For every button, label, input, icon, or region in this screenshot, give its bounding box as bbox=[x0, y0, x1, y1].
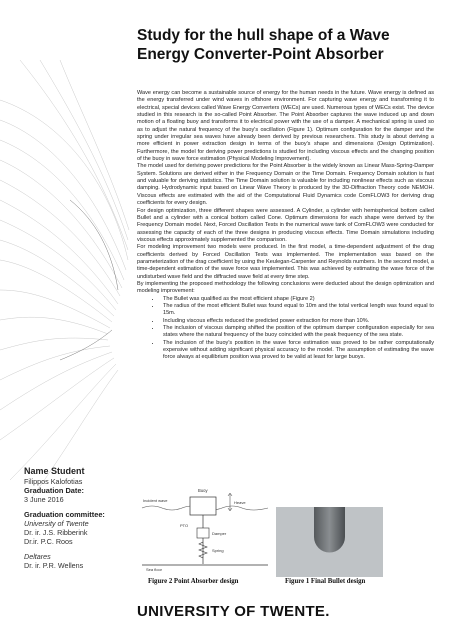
heave-arrow bbox=[228, 493, 232, 511]
university-logo-text: UNIVERSITY OF TWENTE. bbox=[137, 603, 330, 620]
poster-title bbox=[137, 26, 437, 64]
label-buoy: Buoy bbox=[198, 488, 208, 493]
student-info-sidebar bbox=[24, 466, 134, 570]
abstract-paragraph-2: The model used for deriving power predictions for the Point Absorber is the widely known as Linear Mass-Spring-Damper System. Solutions are derived either in the Frequency Domain or the Time Domain. Frequency Domain solution is fast and valuable for deriving statistics. The Time Domain solution is valuable for including nonlinear effects such as viscous damping. Hydrodynamic input based on Linear Wave Theory is produced by the 3D-Diffraction Theory code NEMOH. Viscous effects are estimated with the aid of the Computational Fluid Dynamics code ComFLOW3 for deriving drag coefficients for every design. bbox=[137, 163, 434, 207]
committee-member-3: Dr. ir. P.R. Wellens bbox=[24, 561, 84, 570]
graduation-date-heading: Graduation Date: bbox=[24, 486, 84, 495]
figure-1-caption: Figure 1 Final Bullet design bbox=[285, 578, 366, 585]
label-heave: Heave bbox=[234, 500, 246, 505]
title-line-1: Study for the hull shape of a Wave bbox=[137, 27, 390, 44]
graduation-date: 3 June 2016 bbox=[24, 495, 64, 504]
abstract-paragraph-5: By implementing the proposed methodology the following conclusions were deducted about the design optimization and modeling improvement: bbox=[137, 280, 434, 295]
label-spring: Spring bbox=[212, 548, 224, 553]
conclusion-item: • The inclusion of the buoy's position in the wave force estimation was proved to be rather computationally expensive without adding significant physical accuracy to the model. The assumption of estimating the wave force always at equilibrium position was proved to be valid at least for large buoys. bbox=[161, 340, 434, 362]
label-incident-wave: Incident wave bbox=[143, 498, 168, 503]
conclusion-item: • The Bullet was qualified as the most efficient shape (Figure 2) bbox=[161, 296, 434, 303]
abstract-paragraph-1: Wave energy can become a sustainable source of energy for the human needs in the future. Wave energy is defined as the energy transferred under wind waves in offshore environment. For capturing wave energy and transforming it to electrical, special devices called Wave Energy Converters (WECs) are used. Numerous types of WECs exist. The device studied in this research is the so-called Point Absorber. The Point Absorber captures the wave induced up and down motion of a floating buoy and transforms it to electrical power with the use of a damper. A mechanical spring is used so as to adjust the natural frequency of the buoy's oscillation (Figure 1). Optimum configuration for the damper and the spring under irregular sea waves have already been derived by previous researchers. This study is about deriving a more efficient in power extraction design in terms of the buoy's shape and dimensions (Design Optimization). Furthermore, the model for deriving power predictions is studied for including viscous effects and the changing position of the buoy in wave force estimation (Physical Modeling Improvement). bbox=[137, 90, 434, 163]
bullet-body bbox=[314, 507, 345, 553]
abstract-paragraph-3: For design optimization, three different shapes were assessed. A Cylinder, a cylinder with hemispherical bottom called Bullet and a cylinder with a conical bottom called Cone. Optimum dimensions for each shape were derived by the Frequency Domain model. Next, Forced Oscillation Tests in the numerical wave tank of ComFLOW3 were conducted for assessing the capacity of each of the three designs in producing viscous effects. Time Domain simulations including viscous effects approximately supplemented the comparison. bbox=[137, 207, 434, 243]
label-damper: Damper bbox=[212, 531, 227, 536]
conclusion-item: • The inclusion of viscous damping shifted the position of the optimum damper configuration especially for sea states where the natural frequency of the buoy coincided with the peak frequency of the sea state. bbox=[161, 325, 434, 340]
abstract-paragraph-4: For modeling improvement two models were produced. In the first model, a time-dependent adjustment of the drag coefficients derived by Forced Oscillation Tests was implemented. The implementation was based on the parameterization of the drag coefficient by using the Keulegan-Carpenter and Reynolds numbers. In the second model, a time-dependent estimation of the wave force was implemented. This was achieved by estimating the wave force of the undisturbed wave field and the diffracted wave field at every time step. bbox=[137, 244, 434, 280]
bullet-shape-graphic bbox=[276, 507, 383, 577]
damper-box bbox=[197, 528, 209, 538]
label-sea-floor: Sea floor bbox=[146, 567, 163, 572]
student-name: Filippos Kalofotias bbox=[24, 477, 83, 486]
label-pto: PTO bbox=[180, 523, 189, 528]
committee-member-2: Dr.ir. P.C. Roos bbox=[24, 537, 73, 546]
decorative-swirl-graphic bbox=[0, 60, 130, 500]
conclusions-list bbox=[137, 296, 434, 362]
committee-heading: Graduation committee: bbox=[24, 510, 105, 519]
title-line-2: Energy Converter-Point Absorber bbox=[137, 46, 384, 63]
bullet-render-image bbox=[276, 507, 383, 577]
buoy-shape bbox=[190, 497, 216, 515]
name-heading: Name Student bbox=[24, 466, 85, 476]
committee-org-2: Deltares bbox=[24, 552, 51, 561]
abstract-body bbox=[137, 90, 434, 362]
committee-member-1: Dr. ir. J.S. Ribberink bbox=[24, 528, 88, 537]
figure-2-caption: Figure 2 Point Absorber design bbox=[148, 578, 239, 585]
conclusion-item: • The radius of the most efficient Bullet was found equal to 10m and the total vertical length was found equal to 15m. bbox=[161, 303, 434, 318]
conclusion-item: • Including viscous effects reduced the predicted power extraction for more than 10%. bbox=[161, 318, 434, 325]
point-absorber-diagram bbox=[140, 480, 270, 572]
committee-org-1: University of Twente bbox=[24, 519, 89, 528]
